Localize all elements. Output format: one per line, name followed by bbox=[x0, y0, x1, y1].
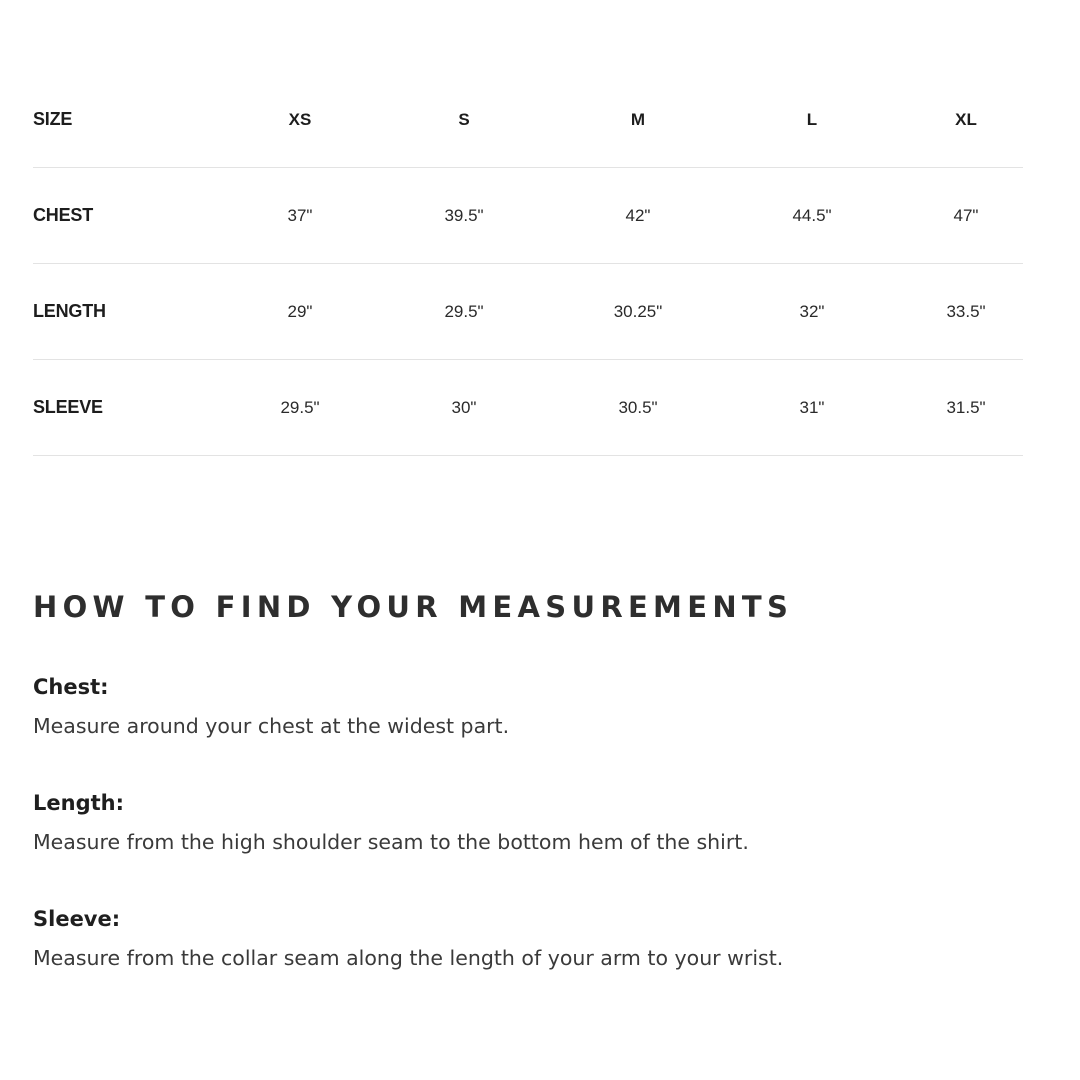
size-chart-table bbox=[33, 72, 1023, 456]
header-size-l: L bbox=[806, 110, 818, 129]
header-size-xs: XS bbox=[288, 110, 312, 129]
length-value-l: 32" bbox=[799, 302, 825, 321]
table-row-sleeve bbox=[33, 360, 1023, 456]
measurement-description-length: Measure from the high shoulder seam to the bottom hem of the shirt. bbox=[33, 830, 749, 854]
sleeve-value-xs: 29.5" bbox=[280, 398, 320, 417]
measurements-guide-heading: HOW TO FIND YOUR MEASUREMENTS bbox=[33, 590, 794, 624]
chest-value-xs: 37" bbox=[287, 206, 313, 225]
measurement-description-sleeve: Measure from the collar seam along the length of your arm to your wrist. bbox=[33, 946, 784, 970]
header-label-size: SIZE bbox=[33, 109, 73, 129]
header-size-m: M bbox=[630, 110, 646, 129]
measurement-description-chest: Measure around your chest at the widest part. bbox=[33, 714, 510, 738]
measurement-title-length: Length: bbox=[33, 791, 124, 815]
length-value-s: 29.5" bbox=[444, 302, 484, 321]
table-header-row bbox=[33, 72, 1023, 168]
measurement-item-length bbox=[33, 788, 749, 856]
sleeve-value-m: 30.5" bbox=[618, 398, 658, 417]
chest-value-s: 39.5" bbox=[444, 206, 484, 225]
row-label-chest: CHEST bbox=[33, 205, 94, 225]
sleeve-value-xl: 31.5" bbox=[946, 398, 986, 417]
chest-value-xl: 47" bbox=[953, 206, 979, 225]
header-size-xl: XL bbox=[955, 110, 977, 129]
table-row-chest bbox=[33, 168, 1023, 264]
sleeve-value-l: 31" bbox=[799, 398, 825, 417]
table-row-length bbox=[33, 264, 1023, 360]
length-value-xl: 33.5" bbox=[946, 302, 986, 321]
measurement-item-chest bbox=[33, 672, 509, 740]
chest-value-m: 42" bbox=[625, 206, 651, 225]
row-label-length: LENGTH bbox=[33, 301, 106, 321]
measurement-title-sleeve: Sleeve: bbox=[33, 907, 121, 931]
length-value-m: 30.25" bbox=[613, 302, 663, 321]
chest-value-l: 44.5" bbox=[792, 206, 832, 225]
length-value-xs: 29" bbox=[287, 302, 313, 321]
header-size-s: S bbox=[458, 110, 470, 129]
row-label-sleeve: SLEEVE bbox=[33, 397, 103, 417]
measurement-title-chest: Chest: bbox=[33, 675, 109, 699]
sleeve-value-s: 30" bbox=[451, 398, 477, 417]
measurement-item-sleeve bbox=[33, 904, 783, 972]
